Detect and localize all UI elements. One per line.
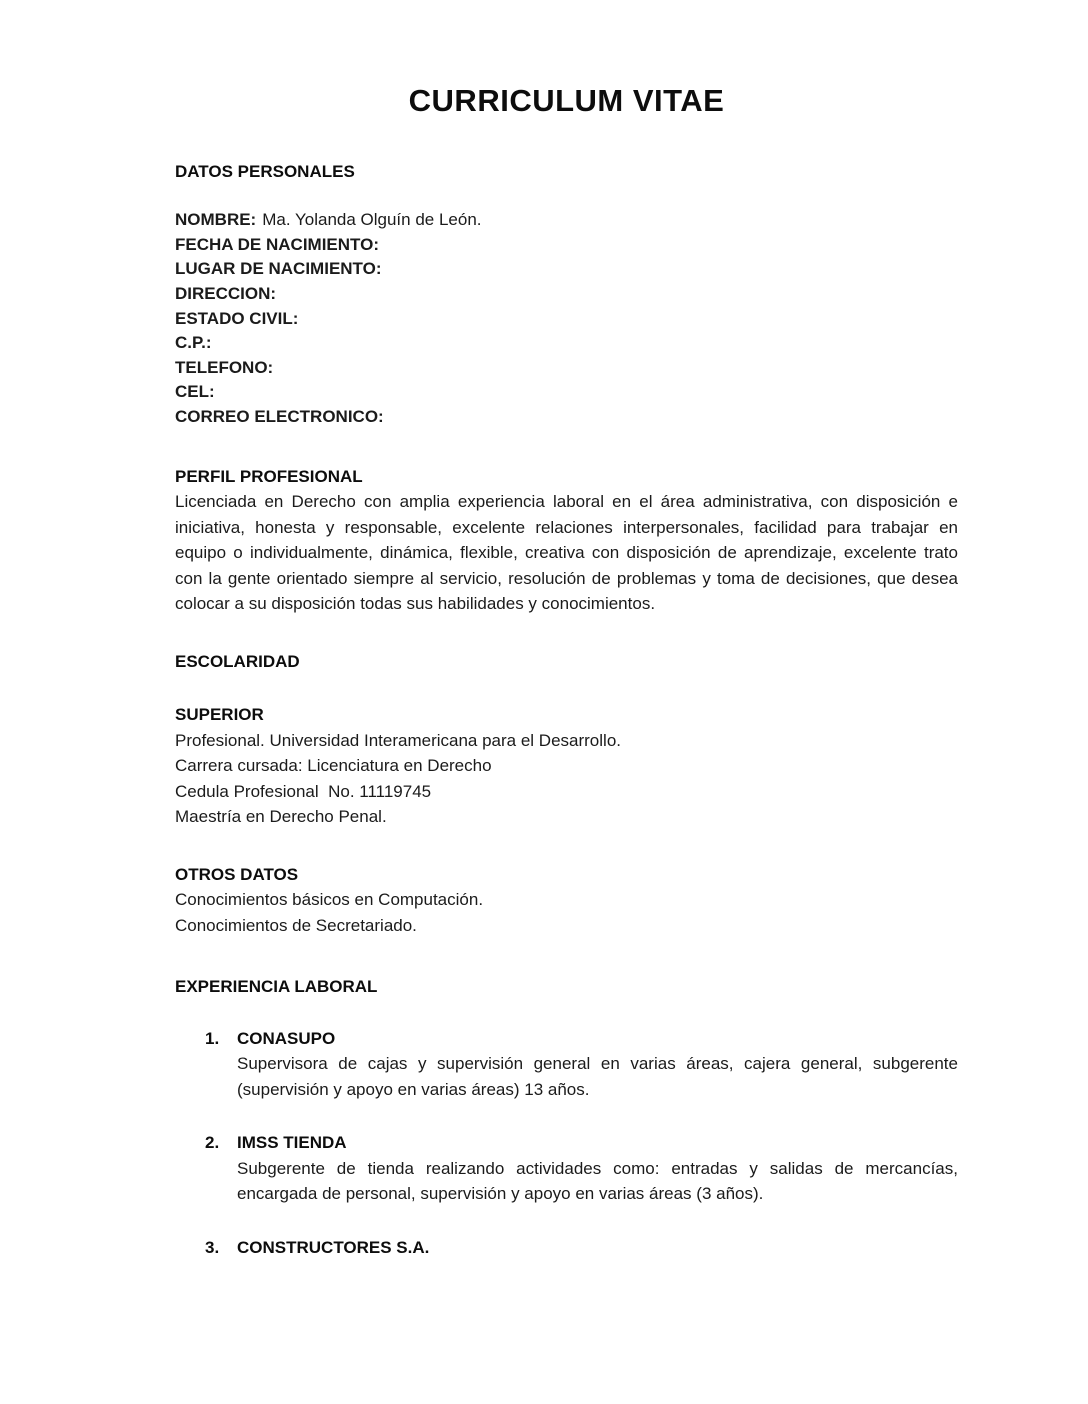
section-datos-personales bbox=[175, 159, 958, 430]
document-title: CURRICULUM VITAE bbox=[408, 83, 725, 118]
escolaridad-line: Profesional. Universidad Interamericana para el Desarrollo. bbox=[175, 730, 621, 750]
field-direccion bbox=[175, 282, 958, 307]
experience-item-conasupo bbox=[205, 1026, 958, 1103]
field-nombre bbox=[175, 208, 958, 233]
experience-item-number: 1. bbox=[205, 1028, 220, 1048]
experience-item-constructores bbox=[205, 1235, 958, 1261]
experience-item-title bbox=[205, 1235, 958, 1261]
experience-item-description: Subgerente de tienda realizando actividades como: entradas y salidas de mercancías, encargada de personal, supervisión y apoyo en varias áreas (3 años). bbox=[237, 1158, 958, 1204]
experience-item-name: CONASUPO bbox=[237, 1028, 336, 1048]
field-lugar-nacimiento bbox=[175, 257, 958, 282]
experience-item-title bbox=[205, 1026, 958, 1052]
section-experiencia-laboral bbox=[175, 974, 958, 1260]
field-label: NOMBRE: bbox=[175, 210, 257, 229]
escolaridad-line: Carrera cursada: Licenciatura en Derecho bbox=[175, 756, 492, 776]
experience-item-name: IMSS TIENDA bbox=[237, 1133, 347, 1153]
section-escolaridad bbox=[175, 649, 958, 830]
field-label: FECHA DE NACIMIENTO: bbox=[175, 234, 379, 254]
otros-datos-line: Conocimientos de Secretariado. bbox=[175, 915, 417, 935]
experience-item-number: 2. bbox=[205, 1133, 220, 1153]
field-correo-electronico bbox=[175, 405, 958, 430]
field-cel bbox=[175, 380, 958, 405]
escolaridad-line: Cedula Profesional No. 11119745 bbox=[175, 781, 432, 801]
datos-personales-heading: DATOS PERSONALES bbox=[175, 161, 355, 181]
field-label: C.P.: bbox=[175, 333, 212, 353]
experience-item-name: CONSTRUCTORES S.A. bbox=[237, 1237, 430, 1257]
field-value: Ma. Yolanda Olguín de León. bbox=[262, 210, 482, 229]
field-telefono bbox=[175, 356, 958, 381]
field-label: CEL: bbox=[175, 382, 215, 402]
experience-item-number: 3. bbox=[205, 1237, 220, 1257]
experience-item-imss-tienda bbox=[205, 1130, 958, 1207]
perfil-heading: PERFIL PROFESIONAL bbox=[175, 466, 363, 486]
field-cp bbox=[175, 331, 958, 356]
section-perfil-profesional bbox=[175, 464, 958, 617]
escolaridad-line: Maestría en Derecho Penal. bbox=[175, 807, 387, 827]
field-label: TELEFONO: bbox=[175, 357, 274, 377]
otros-datos-heading: OTROS DATOS bbox=[175, 864, 299, 884]
personal-fields bbox=[175, 208, 958, 430]
perfil-paragraph: Licenciada en Derecho con amplia experiencia laboral en el área administrativa, con disposición e iniciativa, honesta y responsable, excelente relaciones interpersonales, facilidad para trabajar en equipo o individualmente, dinámica, flexible, creativa con disposición de aprendizaje, excelente trato con la gente orientado siempre al servicio, resolución de problemas y toma de decisiones, que desea colocar a su disposición todas sus habilidades y conocimientos. bbox=[175, 492, 958, 614]
field-estado-civil bbox=[175, 307, 958, 332]
field-fecha-nacimiento bbox=[175, 233, 958, 258]
escolaridad-subheading-superior: SUPERIOR bbox=[175, 705, 264, 725]
escolaridad-heading: ESCOLARIDAD bbox=[175, 651, 300, 671]
field-label: DIRECCION: bbox=[175, 283, 277, 303]
field-label: LUGAR DE NACIMIENTO: bbox=[175, 259, 382, 279]
section-otros-datos bbox=[175, 862, 958, 939]
field-label: ESTADO CIVIL: bbox=[175, 308, 299, 328]
otros-datos-line: Conocimientos básicos en Computación. bbox=[175, 890, 484, 910]
experience-item-title bbox=[205, 1130, 958, 1156]
experience-item-description: Supervisora de cajas y supervisión general en varias áreas, cajera general, subgerente (supervisión y apoyo en varias áreas) 13 años. bbox=[237, 1054, 958, 1099]
experience-list bbox=[175, 1026, 958, 1261]
field-label: CORREO ELECTRONICO: bbox=[175, 407, 384, 427]
experiencia-heading: EXPERIENCIA LABORAL bbox=[175, 977, 378, 997]
